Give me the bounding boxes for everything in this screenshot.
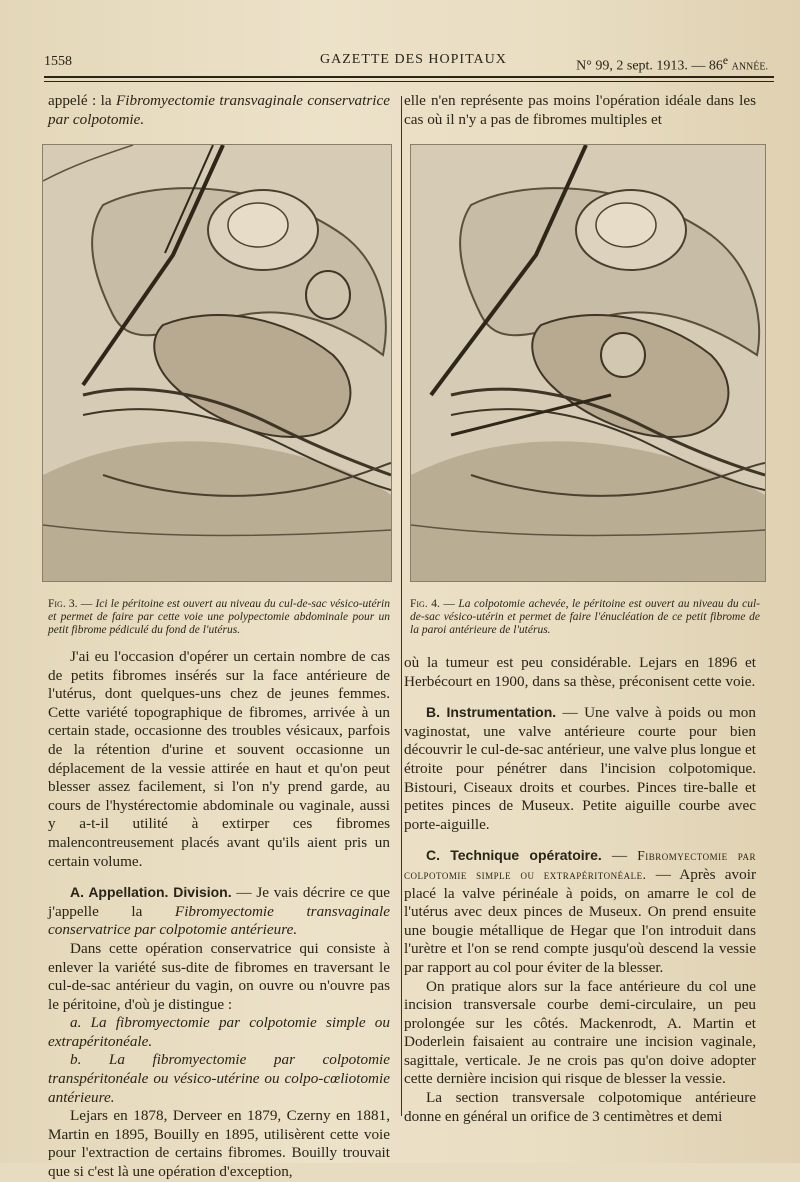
journal-title: GAZETTE DES HOPITAUX (320, 52, 507, 67)
header-rule-thin (44, 81, 774, 82)
section-c: C. Technique opératoire. — Fibromyectomie par colpotomie simple ou extrapéritonéale. — Après avoir placé la valve périnéale à poids, on amarre le col de l'utérus avec deux pinces de Museux. On prend ensuite une bougie métallique de Hegar que l'on introduit dans l'urètre et l'on se rend compte jusqu'où descend la vessie par rapport au col pour éviter de la blesser. (404, 847, 757, 976)
paragraph: Lejars en 1878, Derveer en 1879, Czerny en 1881, Martin en 1895, Bouilly en 1895, utilisèrent cette voie pour l'extraction de certains fibromes. Bouilly trouvait que si c'est là une opération d'exception, (48, 1107, 390, 1181)
intro-left: appelé : la Fibromyectomie transvaginale conservatrice par colpotomie. (48, 92, 390, 128)
right-column-body (404, 654, 756, 1126)
list-item-b: b. La fibromyectomie par colpotomie transpéritonéale ou vésico-utérine ou colpo-cœliotomie antérieure. (48, 1051, 390, 1106)
intro-right: elle n'en représente pas moins l'opération idéale dans les cas où il n'y a pas de fibromes multiples et (404, 92, 756, 128)
figure-4-caption: Fig. 4. — La colpotomie achevée, le péritoine est ouvert au niveau du cul-de-sac vésico-utérin et permet de faire l'énucléation de ce petit fibrome de la paroi antérieure de l'utérus. (410, 598, 760, 636)
left-column-body (48, 648, 390, 1182)
issue-info: N° 99, 2 sept. 1913. — 86e ANNÉE. (576, 54, 768, 74)
paragraph: Dans cette opération conservatrice qui consiste à enlever la variété sus-dite de fibromes en traversant le cul-de-sac antérieur du vagin, on ouvre ou n'ouvre pas le péritoine, d'où je distingue : (48, 939, 390, 1013)
column-divider (401, 96, 402, 1116)
list-item-a: a. La fibromyectomie par colpotomie simple ou extrapéritonéale. (48, 1014, 390, 1050)
section-b: B. Instrumentation. — Une valve à poids ou mon vaginostat, une valve antérieure courte pour bien découvrir le cul-de-sac antérieur, une valve plus longue et étroite pour pénétrer dans l'incision colpotomique. Bistouri, Ciseaux droits et courbes. Pinces tire-balle et petites pinces de Museux. Petite aiguille courbe avec porte-aiguille. (404, 704, 756, 833)
header-rule (44, 76, 774, 78)
paragraph: où la tumeur est peu considérable. Lejars en 1896 et Herbécourt en 1900, dans sa thèse, préconisent cette voie. (404, 654, 756, 690)
figure-3-illustration (42, 144, 392, 582)
page-header (44, 50, 774, 74)
paragraph: On pratique alors sur la face antérieure du col une incision transversale courbe demi-circulaire, un peu prolongée sur les côtés. Mackenrodt, A. Martin et Doderlein faisaient au contraire une incision vaginale, sagittale, verticale. Je ne crois pas qu'on doive adopter cette dernière incision qui risque de blesser la vessie. (404, 977, 756, 1088)
paragraph: J'ai eu l'occasion d'opérer un certain nombre de cas de petits fibromes insérés sur la face antérieure de l'utérus, dont quelques-uns chez de jeunes femmes. Cette variété topographique de fibromes, arrivée à un certain stade, occasionne des troubles vésicaux, parfois de la rétention d'urine et souvent occasionne un déplacement de la vessie attirée en haut et qu'on peut blesser assez facilement, si l'on n'y prend garde, au cours de l'hystérectomie abdominale ou vaginale, aussi y a-t-il utilité à extirper ces fibromes malencontreusement placés avant qu'ils aient pris un certain volume. (48, 648, 390, 870)
paragraph: La section transversale colpotomique antérieure donne en général un orifice de 3 centimètres et demi (404, 1089, 756, 1125)
page-number: 1558 (44, 54, 72, 69)
figure-3-caption: Fig. 3. — Ici le péritoine est ouvert au niveau du cul-de-sac vésico-utérin et permet de faire par cette voie une polypectomie abdominale pour un petit fibrome pédiculé du fond de l'utérus. (48, 598, 390, 636)
figure-4-illustration (410, 144, 766, 582)
section-a: A. Appellation. Division. — Je vais décrire ce que j'appelle la Fibromyectomie transvaginale conservatrice par colpotomie antérieure. (48, 884, 390, 939)
